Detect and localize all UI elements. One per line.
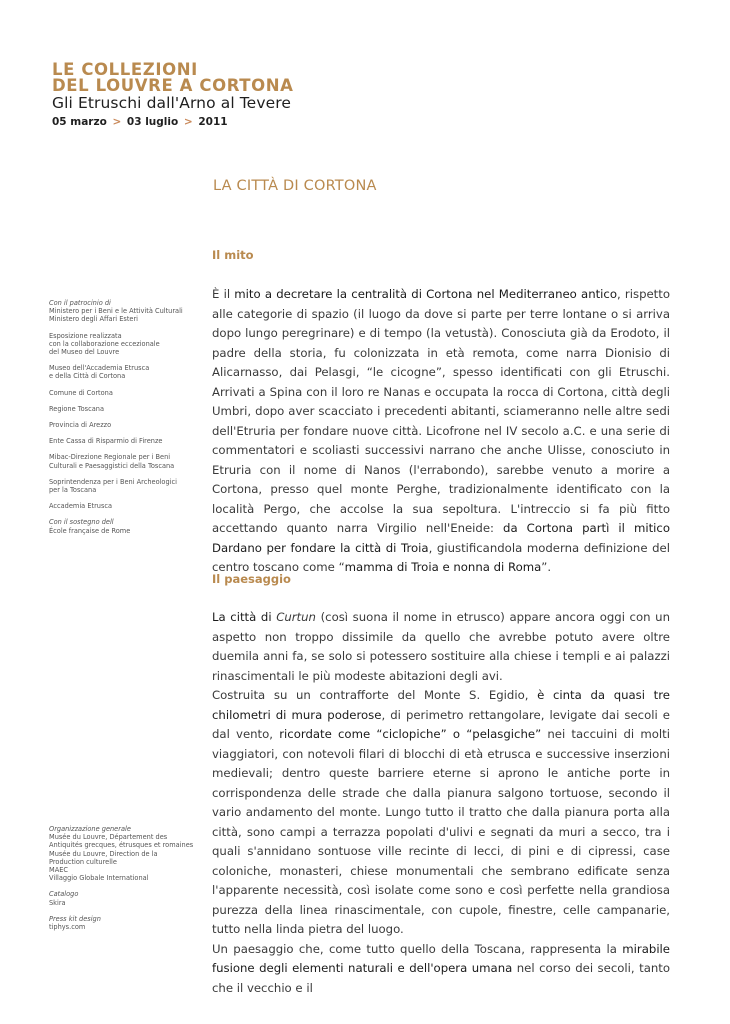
sidebar-label: Press kit design bbox=[49, 914, 101, 923]
date-separator-2: > bbox=[183, 116, 193, 128]
sidebar-accademia bbox=[49, 502, 199, 510]
sidebar-comune bbox=[49, 389, 199, 397]
mito-heading: Il mito bbox=[212, 248, 254, 262]
exhibition-dates bbox=[52, 116, 294, 128]
paesaggio-paragraph-2: Costruita su un contrafforte del Monte S. Egidio, è cinta da quasi tre chilometri di mura poderose, di perimetro rettangolare, levigate dai secoli e dal vento, ricordate come “ciclopiche” o “pelasgiche” nei taccuini di molti viaggiatori, con notevoli filari di blocchi di età etrusca e successive inserzioni medievali; dentro queste barriere eterne si aprono le antiche porte in corrispondenza delle strade che dalla pianura salgono tortuose, secondo il vario andamento del monte. Lungo tutto il tratto che dalla pianura porta alla città, sono campi a terrazza popolati d'ulivi e segnati da muri a secco, tra i quali s'annidano sontuose ville recinte di lecci, di pini e di cipressi, case coloniche, monasteri, chiese monumentali che sembrano edificate senza l'apparente necessità, così isolate come sono e così perfette nella grandiosa purezza della linea rinascimentale, con cupole, finestre, celle campanarie, tutto nella linda pietra del luogo. bbox=[212, 688, 670, 936]
date-end: 03 luglio bbox=[126, 116, 179, 128]
exhibition-subtitle: Gli Etruschi dall'Arno al Tevere bbox=[52, 94, 291, 112]
sidebar-credits bbox=[49, 299, 199, 543]
sidebar-line: Ministero degli Affari Esteri bbox=[49, 315, 139, 324]
sidebar-line: Production culturelle bbox=[49, 857, 117, 866]
section-title: LA CITTÀ DI CORTONA bbox=[213, 178, 377, 194]
sidebar-line: del Museo del Louvre bbox=[49, 348, 120, 357]
sidebar-line: École française de Rome bbox=[49, 526, 131, 535]
sidebar-line: con la collaborazione eccezionale bbox=[49, 339, 160, 348]
sidebar-line: Musée du Louvre, Direction de la bbox=[49, 849, 158, 858]
date-separator-1: > bbox=[112, 116, 122, 128]
sidebar-mibac bbox=[49, 453, 199, 469]
paesaggio-section bbox=[212, 572, 670, 998]
sidebar-label: Con il patrocinio di bbox=[49, 299, 111, 307]
sidebar-line: Skira bbox=[49, 898, 66, 907]
sidebar-line: MAEC bbox=[49, 866, 68, 875]
sidebar-organization bbox=[49, 825, 199, 939]
sidebar-line: Regione Toscana bbox=[49, 404, 104, 413]
sidebar-line: Provincia di Arezzo bbox=[49, 421, 112, 430]
mito-section bbox=[212, 248, 670, 578]
mito-paragraph: È il mito a decretare la centralità di Cortona nel Mediterraneo antico, rispetto alle categorie di spazio (il luogo da dove si parte per terre lontane o si arriva dopo lungo peregrinare) e di tempo (la vetustà). Conosciuta già da Erodoto, il padre della storia, fu colonizzata in età remota, come narra Dionisio di Alicarnasso, dai Pelasgi, “le cicogne”, spesso identificati con gli Etruschi. Arrivati a Spina con il loro re Nanas e occupata la rocca di Cortona, città degli Umbri, dopo aver scacciato i precedenti abitanti, sciameranno nelle altre sedi dell'Etruria per fondare nuove città. Licofrone nel IV secolo a.C. e una serie di commentatori e scoliasti successivi narrano che anche Ulisse, conosciuto in Etruria con il nome di Nanos (l'errabondo), sarebbe venuto a morire a Cortona, presso quel monte Perghe, tradizionalmente identificato con la località Pergo, che accolse la sua sepoltura. L'intreccio si fa più fitto accettando quanto narra Virgilio nell'Eneide: da Cortona partì il mitico Dardano per fondare la città di Troia, giustificandola moderna definizione del centro toscano come “mamma di Troia e nonna di Roma”. bbox=[212, 287, 671, 574]
sidebar-label: Organizzazione generale bbox=[49, 825, 131, 833]
sidebar-press bbox=[49, 915, 199, 931]
paesaggio-paragraph-3: Un paesaggio che, come tutto quello della Toscana, rappresenta la mirabile fusione degli elementi naturali e dell'opera umana nel corso dei secoli, tanto che il vecchio e il bbox=[212, 941, 670, 995]
sidebar-line: Antiquités grecques, étrusques et romaines bbox=[49, 841, 194, 850]
sidebar-line: tiphys.com bbox=[49, 923, 86, 932]
sidebar-line: Accademia Etrusca bbox=[49, 502, 113, 511]
sidebar-catalog bbox=[49, 890, 199, 906]
date-year: 2011 bbox=[198, 116, 228, 128]
sidebar-org bbox=[49, 825, 199, 882]
header bbox=[52, 62, 294, 128]
paesaggio-paragraph-1: La città di Curtun (così suona il nome in etrusco) appare ancora oggi con un aspetto non troppo dissimile da quello che avrebbe potuto avere oltre duemila anni fa, se solo si potessero sostituire alla chiese i templi e ai palazzi rinascimentali le più modeste abitazioni degli avi. bbox=[212, 610, 670, 683]
paesaggio-heading: Il paesaggio bbox=[212, 572, 291, 586]
sidebar-line: Mibac-Direzione Regionale per i Beni bbox=[49, 453, 171, 462]
sidebar-line: Culturali e Paesaggistici della Toscana bbox=[49, 461, 175, 470]
sidebar-ente bbox=[49, 437, 199, 445]
sidebar-line: Ministero per i Beni e le Attività Culturali bbox=[49, 307, 183, 316]
sidebar-line: Ente Cassa di Risparmio di Firenze bbox=[49, 437, 163, 446]
sidebar-label: Catalogo bbox=[49, 890, 79, 899]
sidebar-line: Esposizione realizzata bbox=[49, 331, 122, 340]
sidebar-patronage bbox=[49, 299, 199, 324]
sidebar-line: Villaggio Globale International bbox=[49, 874, 149, 883]
sidebar-soprintendenza bbox=[49, 478, 199, 494]
sidebar-label: Con il sostegno dell bbox=[49, 518, 114, 527]
exhibition-title-line2: DEL LOUVRE A CORTONA bbox=[52, 76, 294, 95]
sidebar-exhibition bbox=[49, 332, 199, 357]
sidebar-line: per la Toscana bbox=[49, 486, 97, 495]
sidebar-provincia bbox=[49, 421, 199, 429]
sidebar-line: Musée du Louvre, Département des bbox=[49, 833, 168, 842]
sidebar-line: Soprintendenza per i Beni Archeologici bbox=[49, 477, 177, 486]
sidebar-line: Comune di Cortona bbox=[49, 388, 113, 397]
sidebar-line: e della Città di Cortona bbox=[49, 372, 126, 381]
sidebar-regione bbox=[49, 405, 199, 413]
sidebar-support bbox=[49, 518, 199, 534]
sidebar-museum bbox=[49, 364, 199, 380]
date-start: 05 marzo bbox=[52, 116, 107, 128]
sidebar-line: Museo dell'Accademia Etrusca bbox=[49, 364, 150, 373]
exhibition-title-line1: LE COLLEZIONI bbox=[52, 60, 198, 79]
